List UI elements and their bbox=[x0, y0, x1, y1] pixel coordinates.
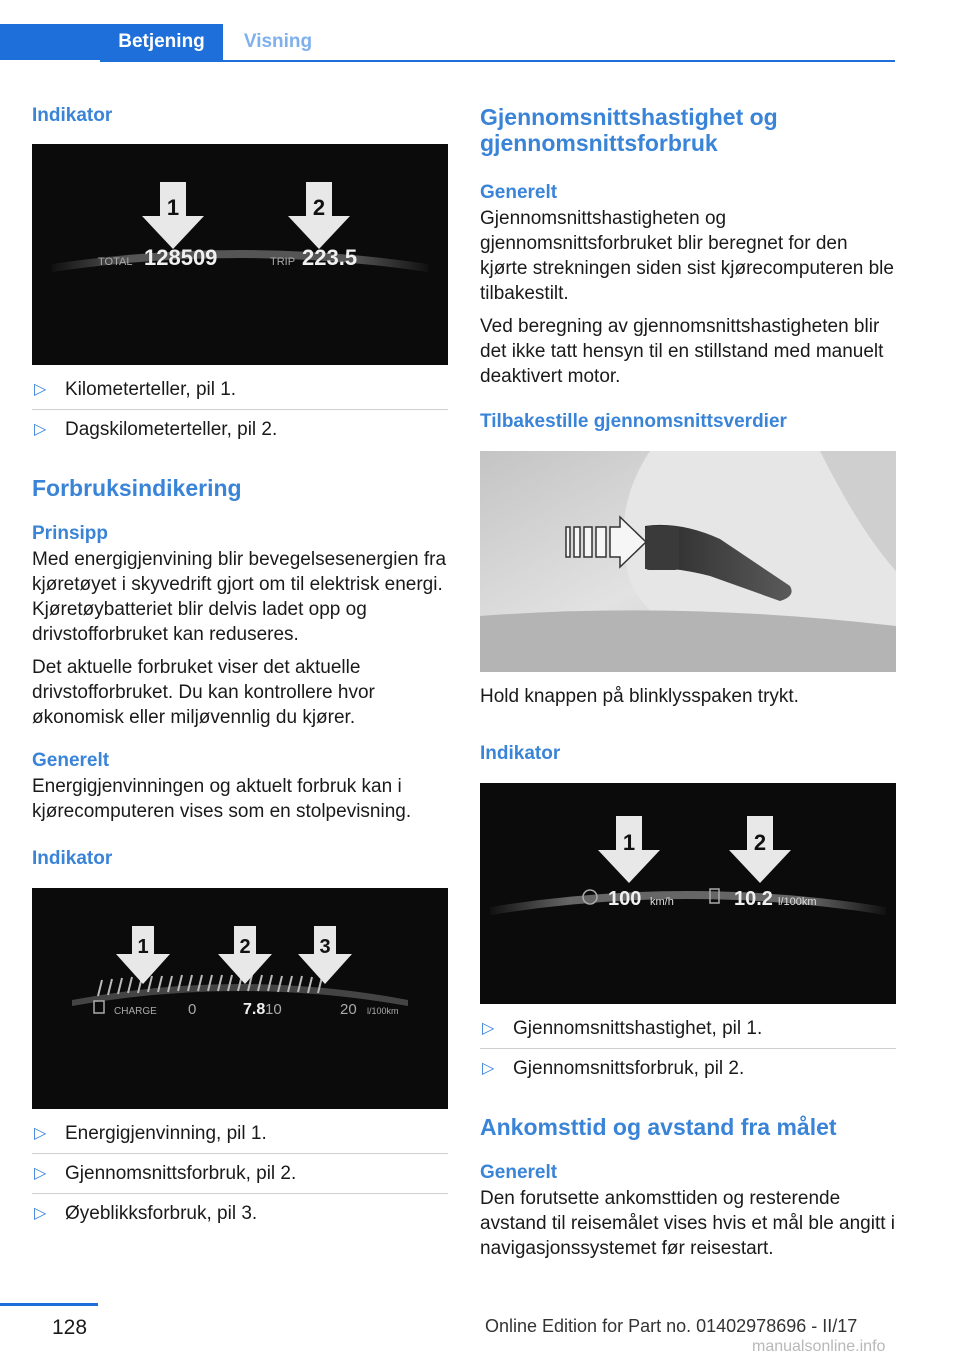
consumption-value: 10.2 bbox=[734, 888, 773, 910]
arrow-2-label: 2 bbox=[753, 830, 767, 855]
indikator-heading-1: Indikator bbox=[32, 105, 113, 126]
tab-visning[interactable]: Visning bbox=[243, 31, 313, 52]
odometer-display-graphic bbox=[32, 144, 448, 365]
indikator-heading-2: Indikator bbox=[32, 848, 113, 869]
fuel-pump-icon bbox=[94, 1001, 104, 1013]
triangle-bullet-icon: ▷ bbox=[482, 1020, 495, 1037]
triangle-bullet-icon: ▷ bbox=[34, 421, 47, 438]
list-item-text: Energigjenvinning, pil 1. bbox=[65, 1123, 267, 1144]
consumption-list bbox=[32, 1114, 448, 1233]
consumption-unit: l/100km bbox=[778, 896, 817, 908]
arrow-2-label: 2 bbox=[239, 936, 251, 958]
right-column bbox=[480, 100, 896, 1261]
tab-bar-accent bbox=[0, 24, 100, 60]
left-column bbox=[32, 100, 448, 1233]
arrival-heading: Ankomsttid og avstand fra målet bbox=[480, 1114, 837, 1140]
triangle-bullet-icon: ▷ bbox=[34, 1125, 47, 1142]
list-item-text: Gjennomsnittshastighet, pil 1. bbox=[513, 1018, 763, 1039]
generelt-heading: Generelt bbox=[480, 182, 558, 203]
total-value: 128509 bbox=[144, 245, 218, 270]
speed-value: 100 bbox=[608, 888, 642, 910]
tick-0: 0 bbox=[188, 1001, 197, 1018]
dashboard-panel bbox=[480, 610, 896, 672]
average-paragraph-1: Gjennomsnittshastigheten og gjennomsnittsforbruket blir beregnet for den kjørte strekningen siden sist kjørecomputeren ble tilbakestilt. bbox=[480, 208, 894, 304]
list-item bbox=[32, 370, 448, 410]
watermark-text: manualsonline.info bbox=[752, 1338, 886, 1355]
total-label: TOTAL bbox=[98, 256, 133, 268]
arrow-1-label: 1 bbox=[166, 195, 180, 220]
generelt-heading: Generelt bbox=[32, 750, 110, 771]
prinsipp-heading: Prinsipp bbox=[32, 523, 109, 544]
trip-value: 223.5 bbox=[302, 245, 358, 270]
triangle-bullet-icon: ▷ bbox=[34, 1165, 47, 1182]
arrow-2-label: 2 bbox=[312, 195, 326, 220]
arrival-paragraph: Den forutsette ankomsttiden og resterende avstand til reisemålet vises hvis et mål ble angitt i navigasjonssystemet før reisestart. bbox=[480, 1188, 896, 1259]
list-item-text: Gjennomsnittsforbruk, pil 2. bbox=[513, 1058, 745, 1079]
turn-signal-lever-graphic bbox=[480, 451, 896, 672]
reset-heading: Tilbakestille gjennomsnittsverdier bbox=[480, 411, 787, 432]
list-item-text: Dagskilometerteller, pil 2. bbox=[65, 419, 278, 440]
charge-label: CHARGE bbox=[114, 1006, 157, 1017]
lever-button bbox=[645, 526, 679, 570]
hold-button-instruction: Hold knappen på blinklysspaken trykt. bbox=[480, 686, 799, 707]
unit-label: l/100km bbox=[367, 1006, 399, 1016]
list-item-text: Øyeblikksforbruk, pil 3. bbox=[65, 1203, 258, 1224]
forbruk-heading: Forbruksindikering bbox=[32, 475, 242, 501]
display-arc bbox=[490, 891, 886, 915]
turn-signal-lever-image bbox=[480, 451, 896, 672]
trip-label: TRIP bbox=[270, 256, 296, 268]
prinsipp-paragraph-1: Med energigjenvining blir bevegelsesenergien fra kjøretøyet i skyvedrift gjort om til elektrisk energi. Kjøretøybatteriet blir delvis ladet opp og drivstofforbruket kan reduseres. bbox=[32, 549, 447, 645]
arrow-1-label: 1 bbox=[137, 936, 149, 958]
indikator-heading: Indikator bbox=[480, 743, 561, 764]
list-item bbox=[480, 1009, 896, 1049]
arrow-1-label: 1 bbox=[622, 830, 636, 855]
tab-betjening[interactable]: Betjening bbox=[100, 24, 223, 60]
list-item bbox=[480, 1049, 896, 1088]
generelt-heading-2: Generelt bbox=[480, 1162, 558, 1183]
edition-text: Online Edition for Part no. 01402978696 - II/17 bbox=[485, 1316, 858, 1336]
display-arc bbox=[72, 984, 408, 1006]
average-heading: Gjennomsnittshastighet og gjennomsnittsforbruk bbox=[480, 104, 778, 156]
footer-rule bbox=[0, 1303, 98, 1306]
tick-20: 20 bbox=[340, 1001, 357, 1018]
list-item-text: Kilometerteller, pil 1. bbox=[65, 379, 237, 400]
speed-unit: km/h bbox=[650, 896, 674, 908]
average-display-image bbox=[480, 783, 896, 1004]
triangle-bullet-icon: ▷ bbox=[482, 1060, 495, 1077]
arrow-3-label: 3 bbox=[319, 936, 331, 958]
odometer-list bbox=[32, 370, 448, 449]
list-item bbox=[32, 1154, 448, 1194]
list-item bbox=[32, 1114, 448, 1154]
average-paragraph-2: Ved beregning av gjennomsnittshastigheten blir det ikke tatt hensyn til en stillstand med manuelt deaktivert motor. bbox=[480, 316, 884, 387]
consumption-bar-graphic bbox=[32, 888, 448, 1109]
list-item bbox=[32, 1194, 448, 1233]
page-number: 128 bbox=[52, 1316, 88, 1339]
list-item bbox=[32, 410, 448, 449]
tab-bar-rule bbox=[100, 60, 895, 62]
generelt-paragraph: Energigjenvinningen og aktuelt forbruk kan i kjørecomputeren vises som en stolpevisning. bbox=[32, 776, 412, 822]
triangle-bullet-icon: ▷ bbox=[34, 1205, 47, 1222]
list-item-text: Gjennomsnittsforbruk, pil 2. bbox=[65, 1163, 297, 1184]
average-list bbox=[480, 1009, 896, 1088]
odometer-display-image bbox=[32, 144, 448, 365]
tick-10: 10 bbox=[265, 1001, 282, 1018]
prinsipp-paragraph-2: Det aktuelle forbruket viser det aktuelle drivstofforbruket. Du kan kontrollere hvor økonomisk eller miljøvennlig du kjører. bbox=[32, 657, 375, 728]
current-value: 7.8 bbox=[243, 1001, 266, 1018]
top-tab-bar bbox=[0, 24, 895, 62]
consumption-bar-display-image bbox=[32, 888, 448, 1109]
triangle-bullet-icon: ▷ bbox=[34, 381, 47, 398]
average-display-graphic bbox=[480, 783, 896, 1004]
